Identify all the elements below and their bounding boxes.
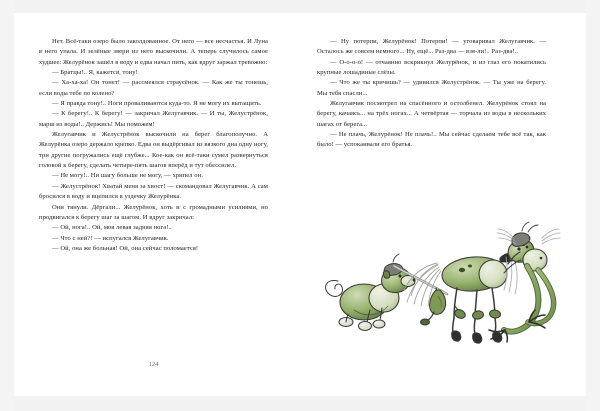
paragraph: — Не плачь, Желурёнок! Не плачь!.. Мы сейчас сделаем тебе всё так, как было! — успокаивали его братья. — [317, 131, 546, 149]
paragraph: — Желустрёнок! Хватай меня за хвост! — скомандовал Желугавчик. А сам бросился в воду и вцепился в уздечку Желурёнка. — [39, 182, 268, 201]
paragraph: — Ха-ха-ха! Он тонет! — рассмеялся страусёнок. — Как же ты тонешь, если воды тебе по колено? — [39, 79, 268, 97]
paragraph: — Братцы!.. Я, кажется, тону! — [52, 69, 138, 77]
acorn-dog-figure — [326, 254, 416, 331]
page-edge-top — [0, 0, 600, 13]
paragraph: Желугавчик и Желустрёнок выскочили на берег благополучно. А Желурёнка озеро держало крепко. Едва он выдёргивал из вязкого дна одну ногу, три другие погружались ещё глубже... Кое-как он всё-таки сумел развернуться головой к берегу, сделать четыре-пять шагов вперёд и тут обессилел. — [39, 131, 268, 170]
chapter-illustration — [314, 218, 564, 383]
paragraph: — Я правда тону!.. Ноги проваливаются куда-то. Я не могу их вытащить. — [52, 100, 262, 108]
paragraph: — Что же ты кричишь? — удивился Желустрёнок. — Ты уже на берегу. Мы тебя спасли... — [317, 79, 546, 97]
three-acorn-creatures-drawing — [314, 218, 564, 383]
paragraph: — Ой, нога!.. Ой, моя левая задняя нога!.. — [52, 224, 172, 232]
paragraph: — Ой, она же больная! Ой, она сейчас поломается! — [52, 244, 199, 252]
paragraph: — Не могу!.. Ни шагу больше не могу, — хрипел он. — [52, 172, 203, 180]
paper-surface — [14, 13, 586, 396]
page-edge-left — [0, 0, 14, 411]
left-page-text-column — [39, 37, 268, 254]
paragraph: — Что с ней?! — испугался Желугавчик. — [52, 234, 169, 242]
paragraph: — О-о-о-о! — отчаянно вскрикнул Желурёнок, и из глаз его покатились крупные лошадиные слёзы. — [317, 58, 546, 77]
paragraph: — Ну потерпи, Желурёнок! Потерпи! — уговаривал Желугавчик. — Осталось же совсем немного... Ну, ещё... Раз-два — взя-ли!.. Раз-два!.. — [317, 38, 546, 56]
paragraph: Желугавчик посмотрел на спасённого и остолбенел. Желурёнок стоял на берегу, качаясь... на трёх ногах... А четвёртая — торчала из воды в нескольких шагах от берега... — [317, 100, 546, 128]
paragraph: — К берегу!.. К берегу! — закричал Желугавчик. — И ты, Желустрёнок, марш из воды!.. Держись! Мы поможем! — [39, 110, 268, 128]
paragraph: Они тянули. Дёргали... Желурёнок, хоть и с громадными усилиями, но продвигался к берегу шаг за шагом. И вдруг закричал: — [39, 203, 268, 221]
right-page-text-column — [317, 37, 546, 151]
paragraph: Нет. Всё-таки озеро было заколдованное. От него — все несчастья. И Луна в него упала. И зелёные звери из него выскочили. А теперь случилось самое худшее: Желурёнок зашёл в воду и едва начал пить, как вдруг заржал тревожно: — [39, 38, 268, 66]
page-edge-bottom — [0, 396, 600, 411]
page-edge-right — [586, 0, 600, 411]
page-number-folio: 124 — [148, 361, 159, 368]
